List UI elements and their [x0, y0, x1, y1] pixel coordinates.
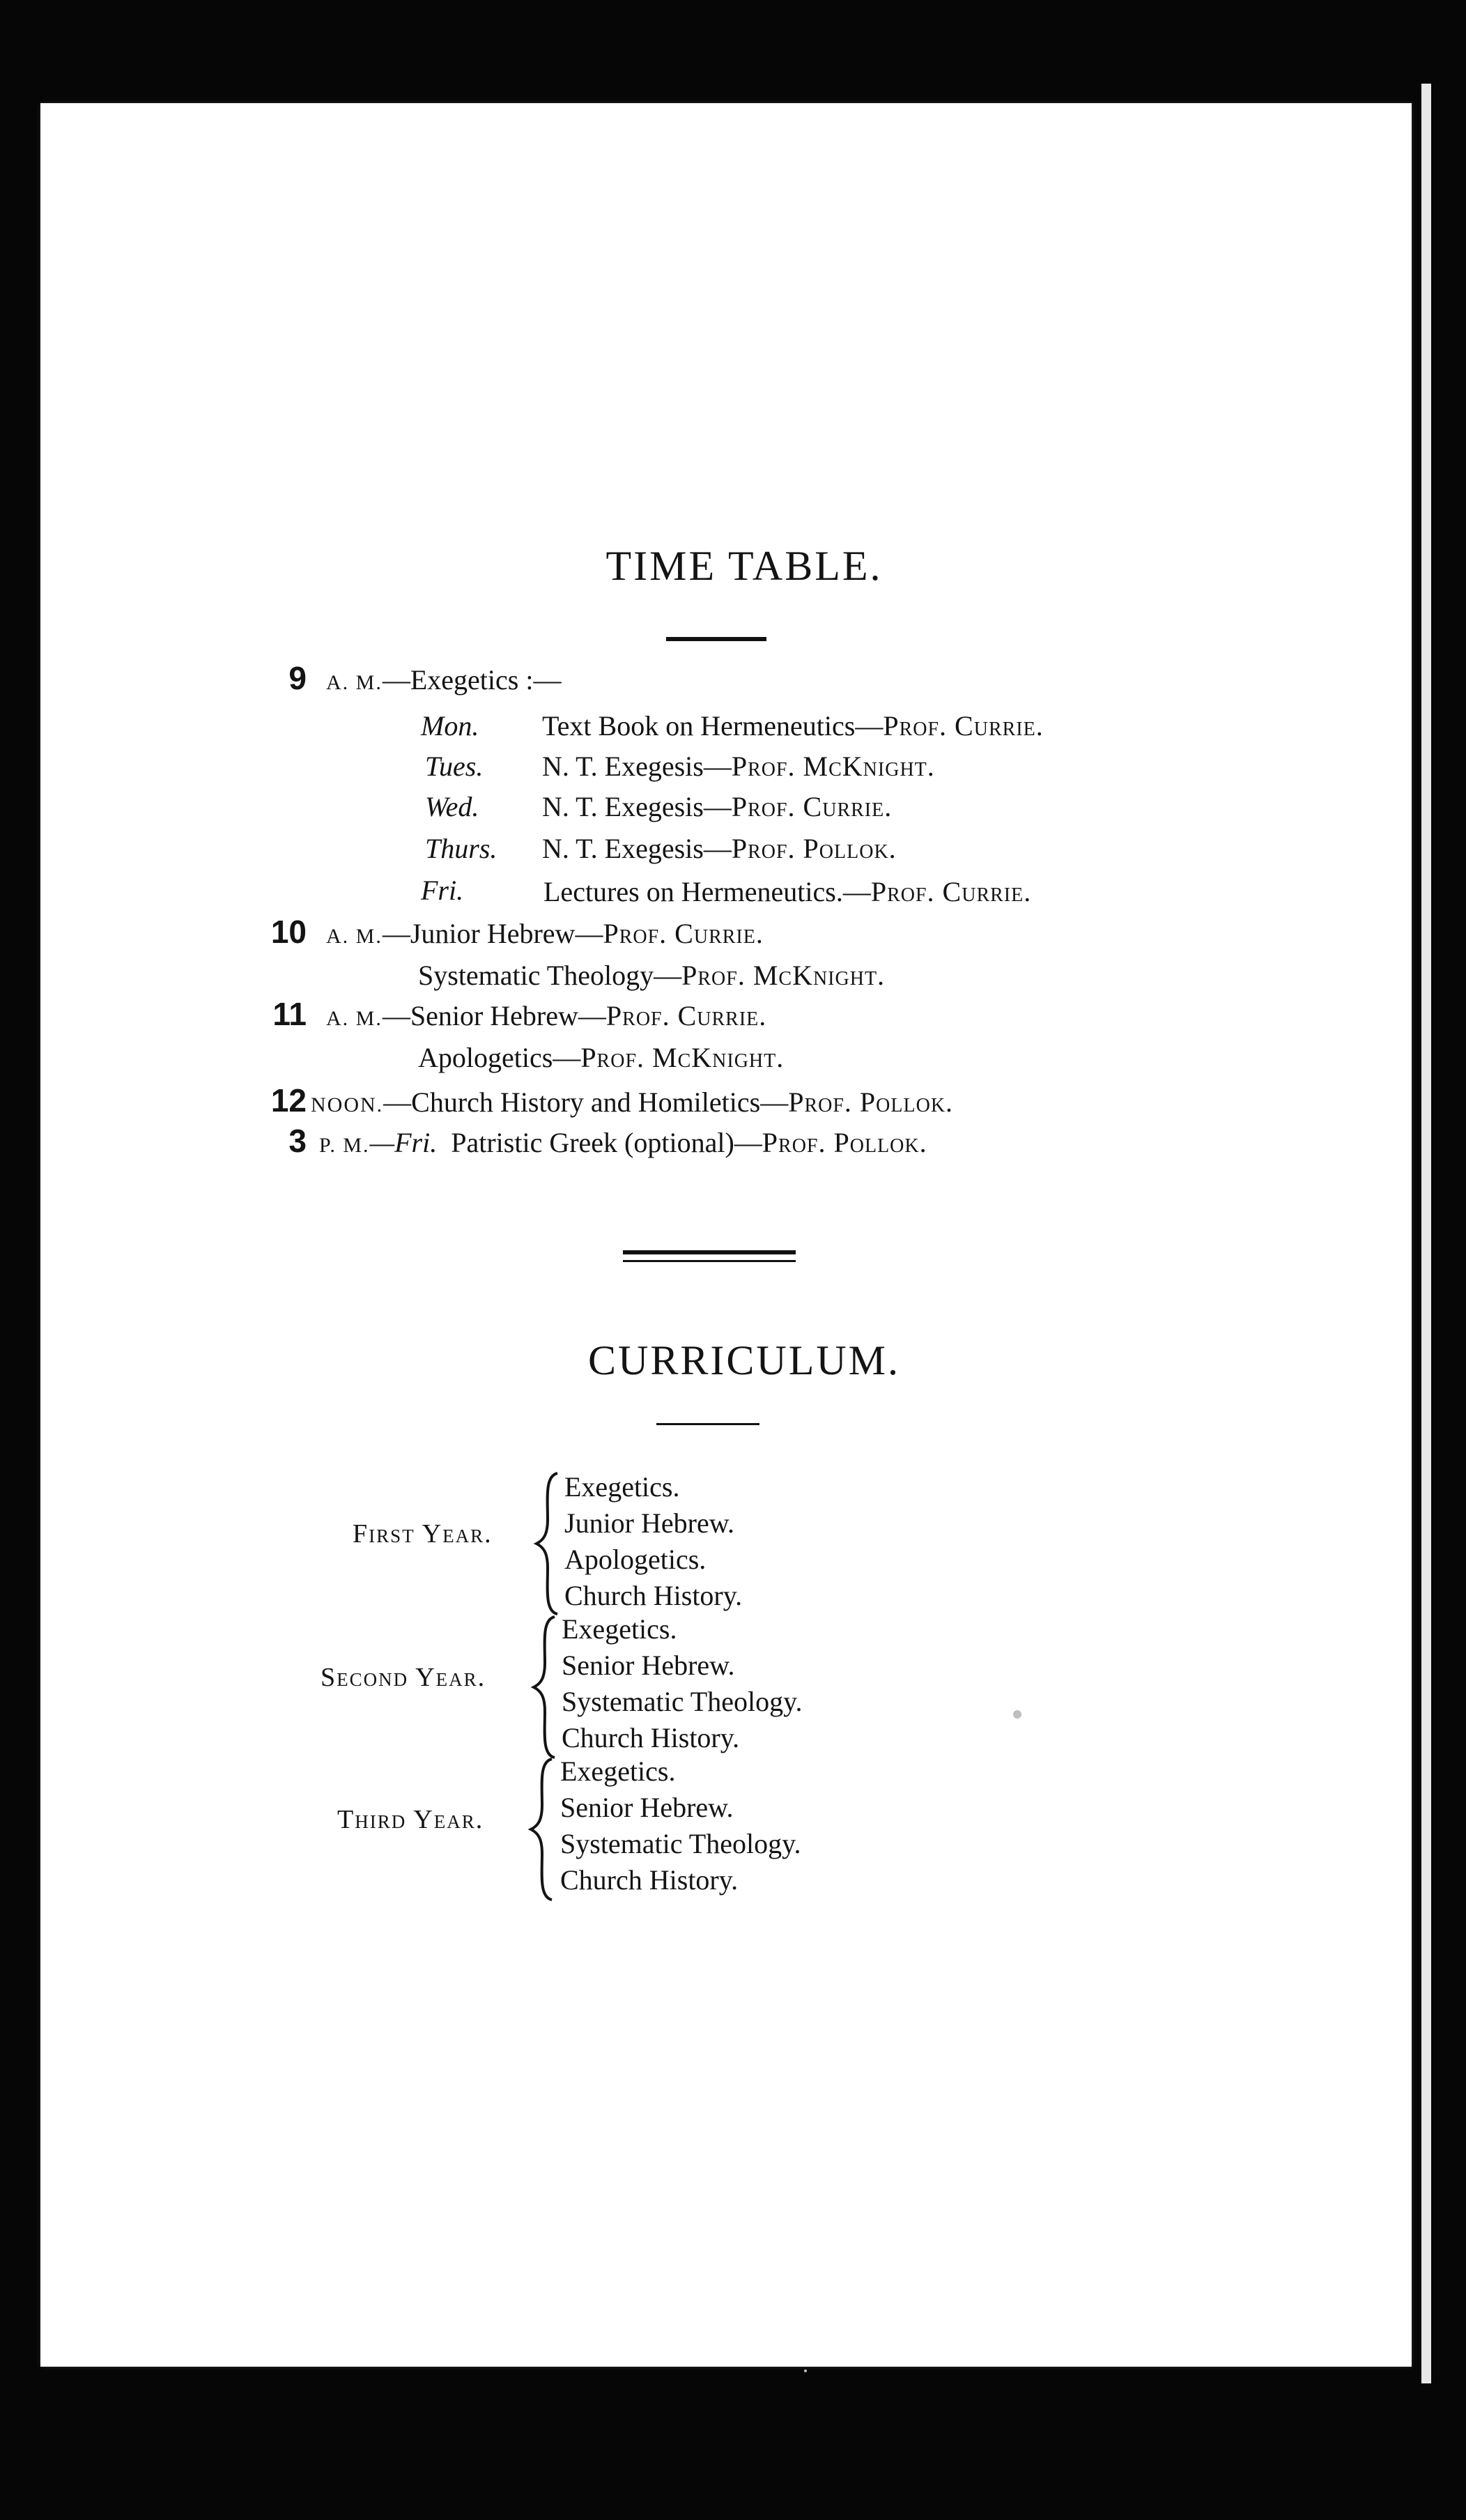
- slot-extra-11: [418, 1044, 784, 1072]
- slot-subject: —Church History and Homiletics—: [383, 1086, 789, 1118]
- brace-first-year: [534, 1470, 562, 1617]
- slot-subject: —Exegetics :—: [382, 664, 562, 696]
- subject-item: Senior Hebrew.: [562, 1650, 735, 1681]
- extra-text: Apologetics—: [418, 1042, 581, 1073]
- entry-text: N. T. Exegesis—: [542, 791, 732, 822]
- subject-item: Junior Hebrew.: [564, 1507, 735, 1539]
- year-label-second: Second Year.: [321, 1663, 486, 1692]
- paper-speck: [804, 2369, 807, 2372]
- hour-number: 12: [270, 1082, 307, 1119]
- entry-prof: Prof. Currie.: [870, 876, 1032, 907]
- timetable-title: TIME TABLE.: [605, 543, 883, 589]
- day-entry-fri: [543, 878, 1031, 906]
- section-double-rule-bottom: [623, 1260, 796, 1262]
- day-label-wed: Wed.: [425, 791, 479, 822]
- slot-subject: Patristic Greek (optional)—: [451, 1127, 762, 1158]
- slot-row-10: [326, 920, 764, 948]
- day-entry-tues: [542, 753, 935, 781]
- slot-prof: Prof. Pollok.: [762, 1127, 927, 1158]
- subject-item: Apologetics.: [564, 1544, 707, 1575]
- document-page: [40, 103, 1412, 2367]
- subject-item: Church History.: [562, 1722, 740, 1753]
- slot-hour-11: [223, 998, 307, 1030]
- hour-number: 3: [288, 1123, 307, 1159]
- day-entry-mon: [542, 712, 1044, 740]
- brace-third-year: [528, 1756, 556, 1903]
- slot-day: —Fri.: [369, 1127, 438, 1158]
- slot-extra-10: [418, 962, 885, 990]
- slot-hour-3: [223, 1125, 307, 1157]
- slot-prof: Prof. Pollok.: [788, 1086, 954, 1118]
- entry-prof: Prof. Pollok.: [731, 833, 897, 864]
- entry-text: N. T. Exegesis—: [542, 833, 732, 864]
- subject-item: Exegetics.: [562, 1613, 677, 1645]
- slot-row-11: [326, 1002, 766, 1030]
- extra-text: Systematic Theology—: [418, 960, 682, 991]
- extra-prof: Prof. McKnight.: [580, 1042, 785, 1073]
- slot-period: A. M.: [326, 925, 383, 948]
- curriculum-title-rule: [656, 1423, 759, 1425]
- subject-item: Systematic Theology.: [562, 1686, 803, 1717]
- day-label-fri: Fri.: [421, 875, 464, 906]
- timetable-title-rule: [666, 637, 766, 641]
- slot-subject: —Senior Hebrew—: [382, 1000, 606, 1031]
- entry-prof: Prof. McKnight.: [731, 751, 935, 782]
- section-double-rule-top: [623, 1250, 796, 1254]
- slot-period: P. M.: [319, 1134, 370, 1157]
- slot-row-12: [311, 1086, 954, 1118]
- entry-text: Text Book on Hermeneutics—: [542, 710, 884, 742]
- slot-prof: Prof. Currie.: [605, 1000, 767, 1031]
- subject-item: Church History.: [560, 1864, 739, 1896]
- subject-item: Exegetics.: [560, 1755, 676, 1787]
- hour-number: 10: [270, 914, 307, 950]
- slot-prof: Prof. Currie.: [603, 918, 764, 949]
- day-entry-wed: [542, 793, 892, 821]
- subject-item: Systematic Theology.: [560, 1828, 801, 1859]
- brace-second-year: [531, 1614, 559, 1760]
- extra-prof: Prof. McKnight.: [681, 960, 886, 991]
- page-edge: [1421, 84, 1431, 2383]
- hour-number: 11: [272, 996, 307, 1032]
- year-label-first: First Year.: [353, 1519, 493, 1549]
- slot-period: A. M.: [326, 1007, 383, 1030]
- slot-hour-9: [223, 662, 307, 694]
- day-label-thurs: Thurs.: [425, 833, 497, 864]
- slot-period: A. M.: [326, 671, 383, 694]
- slot-period: NOON.: [311, 1093, 384, 1116]
- day-entry-thurs: [542, 835, 897, 863]
- subject-item: Senior Hebrew.: [560, 1792, 734, 1823]
- subject-item: Exegetics.: [564, 1471, 680, 1503]
- year-label-third: Third Year.: [337, 1805, 484, 1834]
- slot-hour-10: [223, 916, 307, 948]
- entry-text: Lectures on Hermeneutics.—: [543, 876, 871, 907]
- slot-hour-12: [223, 1082, 307, 1119]
- hour-number: 9: [288, 660, 307, 696]
- subject-item: Church History.: [564, 1580, 743, 1611]
- entry-prof: Prof. Currie.: [883, 710, 1044, 742]
- entry-text: N. T. Exegesis—: [542, 751, 732, 782]
- day-label-mon: Mon.: [421, 710, 479, 742]
- entry-prof: Prof. Currie.: [731, 791, 893, 822]
- slot-row-3: [319, 1129, 927, 1157]
- paper-speck: [1013, 1710, 1021, 1719]
- day-label-tues: Tues.: [425, 751, 484, 782]
- slot-row-9: [326, 666, 561, 694]
- slot-subject: —Junior Hebrew—: [382, 918, 603, 949]
- curriculum-title: CURRICULUM.: [587, 1337, 901, 1383]
